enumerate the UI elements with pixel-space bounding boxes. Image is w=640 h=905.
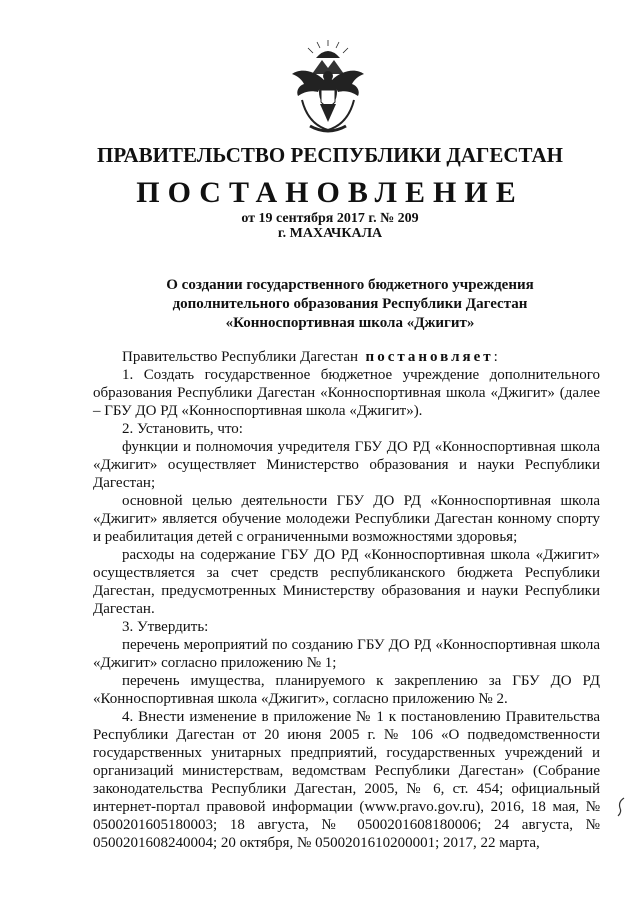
document-type: ПОСТАНОВЛЕНИЕ	[136, 176, 524, 209]
paragraph-2c: расходы на содержание ГБУ ДО РД «Конноспортивная школа «Джигит» осуществляется за счет средств республиканского бюджета Республики Дагестан, предусмотренных Министерству образования и науки Республики Дагестан.	[93, 547, 600, 617]
government-name: ПРАВИТЕЛЬСТВО РЕСПУБЛИКИ ДАГЕСТАН	[97, 143, 563, 167]
document-city: г. МАХАЧКАЛА	[277, 226, 383, 241]
title-line-2: дополнительного образования Республики Дагестан	[172, 296, 528, 312]
intro-colon: :	[493, 349, 498, 365]
paragraph-2b: основной целью деятельности ГБУ ДО РД «Конноспортивная школа «Джигит» является обучение молодежи Республики Дагестан конному спорту и реабилитация детей с ограниченными возможностями здоровья;	[93, 493, 600, 545]
paragraph-3: 3. Утвердить:	[122, 619, 209, 635]
intro-text: Правительство Республики Дагестан	[122, 349, 359, 365]
coat-of-arms-emblem	[288, 40, 368, 140]
paragraph-3b: перечень имущества, планируемого к закреплению за ГБУ ДО РД «Конноспортивная школа «Джигит», согласно приложению № 2.	[93, 673, 600, 707]
document-body	[93, 348, 600, 852]
handwritten-margin-mark	[614, 796, 628, 818]
document-date-number: от 19 сентября 2017 г. № 209	[241, 211, 419, 226]
paragraph-2: 2. Установить, что:	[122, 421, 243, 437]
paragraph-1: 1. Создать государственное бюджетное учреждение дополнительного образования Республики Дагестан «Конноспортивная школа «Джигит» (далее – ГБУ ДО РД «Конноспортивная школа «Джигит»).	[93, 367, 600, 419]
intro-verb: постановляет	[365, 349, 494, 365]
paragraph-2a: функции и полномочия учредителя ГБУ ДО РД «Конноспортивная школа «Джигит» осуществляет Министерство образования и науки Республики Дагестан;	[93, 439, 600, 491]
paragraph-3a: перечень мероприятий по созданию ГБУ ДО РД «Конноспортивная школа «Джигит» согласно приложению № 1;	[93, 637, 600, 671]
title-line-1: О создании государственного бюджетного учреждения	[166, 277, 534, 293]
document-title	[100, 276, 600, 333]
intro-paragraph	[93, 348, 600, 366]
paragraph-4: 4. Внести изменение в приложение № 1 к постановлению Правительства Республики Дагестан от 20 июня 2005 г. № 106 «О подведомственности государственных унитарных предприятий, государственных учреждений и организаций министерствам, ведомствам Республики Дагестан» (Собрание законодательства Республики Дагестан, 2005, № 6, ст. 454; официальный интернет-портал правовой информации (www.pravo.gov.ru), 2016, 18 мая, № 0500201605180003; 18 августа, № 0500201608180006; 24 августа, № 0500201608240004; 20 октября, № 0500201610200001; 2017, 22 марта,	[93, 709, 600, 851]
title-line-3: «Конноспортивная школа «Джигит»	[225, 315, 475, 331]
